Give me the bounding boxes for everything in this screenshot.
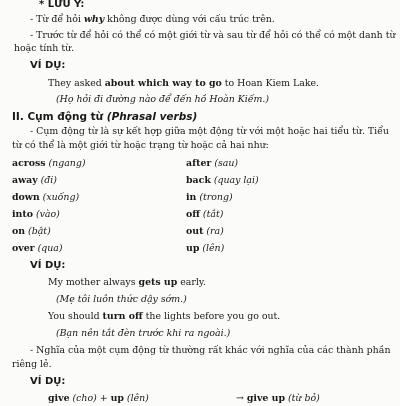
- example-label-2: VÍ DỤ:: [30, 260, 66, 271]
- example-3-result: → give up (từ bỏ): [236, 393, 320, 404]
- example-2-translation-2: (Bạn nên tắt đèn trước khi ra ngoài.): [56, 328, 231, 339]
- note-paragraph-2-line-2: hoặc tính từ.: [14, 43, 75, 54]
- particle-row: on (bật): [12, 226, 51, 237]
- keyword-why: why: [83, 14, 105, 25]
- particle-row: up (lên): [186, 243, 225, 254]
- particle-row: down (xuống): [12, 192, 80, 203]
- example-2-translation-1: (Mẹ tôi luôn thức dậy sớm.): [56, 294, 187, 305]
- example-2-sentence-2: You should turn off the lights before you go out.: [48, 311, 281, 322]
- particle-row: back (quay lại): [186, 175, 259, 186]
- paragraph-3-line-1: - Nghĩa của một cụm động từ thường rất khác với nghĩa của các thành phần: [30, 345, 391, 356]
- note-paragraph-1: - Từ để hỏi why không được dùng với cấu trúc trên.: [30, 14, 275, 25]
- section-2-paragraph-line-1: - Cụm động từ là sự kết hợp giữa một động từ với một hoặc hai tiểu từ. Tiểu: [30, 126, 389, 137]
- particle-row: off (tắt): [186, 209, 224, 220]
- particle-row: away (đi): [12, 175, 57, 186]
- note-title: * LƯU Ý:: [39, 0, 85, 10]
- example-2-sentence-1: My mother always gets up early.: [48, 277, 206, 288]
- note-paragraph-2-line-1: - Trước từ để hỏi có thể có một giới từ và sau từ để hỏi có thể có một danh từ: [30, 30, 396, 41]
- particle-row: after (sau): [186, 158, 239, 169]
- particle-row: in (trong): [186, 192, 233, 203]
- section-heading-phrasal-verbs: II. Cụm động từ (Phrasal verbs): [12, 111, 198, 123]
- section-2-paragraph-line-2: từ có thể là một giới từ hoặc trạng từ hoặc cả hai như:: [12, 140, 269, 151]
- example-label-1: VÍ DỤ:: [30, 60, 66, 71]
- paragraph-3-line-2: riêng lẻ.: [12, 359, 52, 370]
- example-1-sentence: They asked about which way to go to Hoan Kiem Lake.: [48, 78, 320, 89]
- particle-row: across (ngang): [12, 158, 86, 169]
- particle-row: over (qua): [12, 243, 63, 254]
- example-label-3: VÍ DỤ:: [30, 376, 66, 387]
- particle-row: out (ra): [186, 226, 224, 237]
- example-3-equation: give (cho) + up (lên): [48, 393, 149, 404]
- example-1-translation: (Họ hỏi đi đường nào để đến hồ Hoàn Kiếm.): [56, 94, 270, 105]
- arrow-right-icon: →: [236, 393, 247, 404]
- particle-row: into (vào): [12, 209, 60, 220]
